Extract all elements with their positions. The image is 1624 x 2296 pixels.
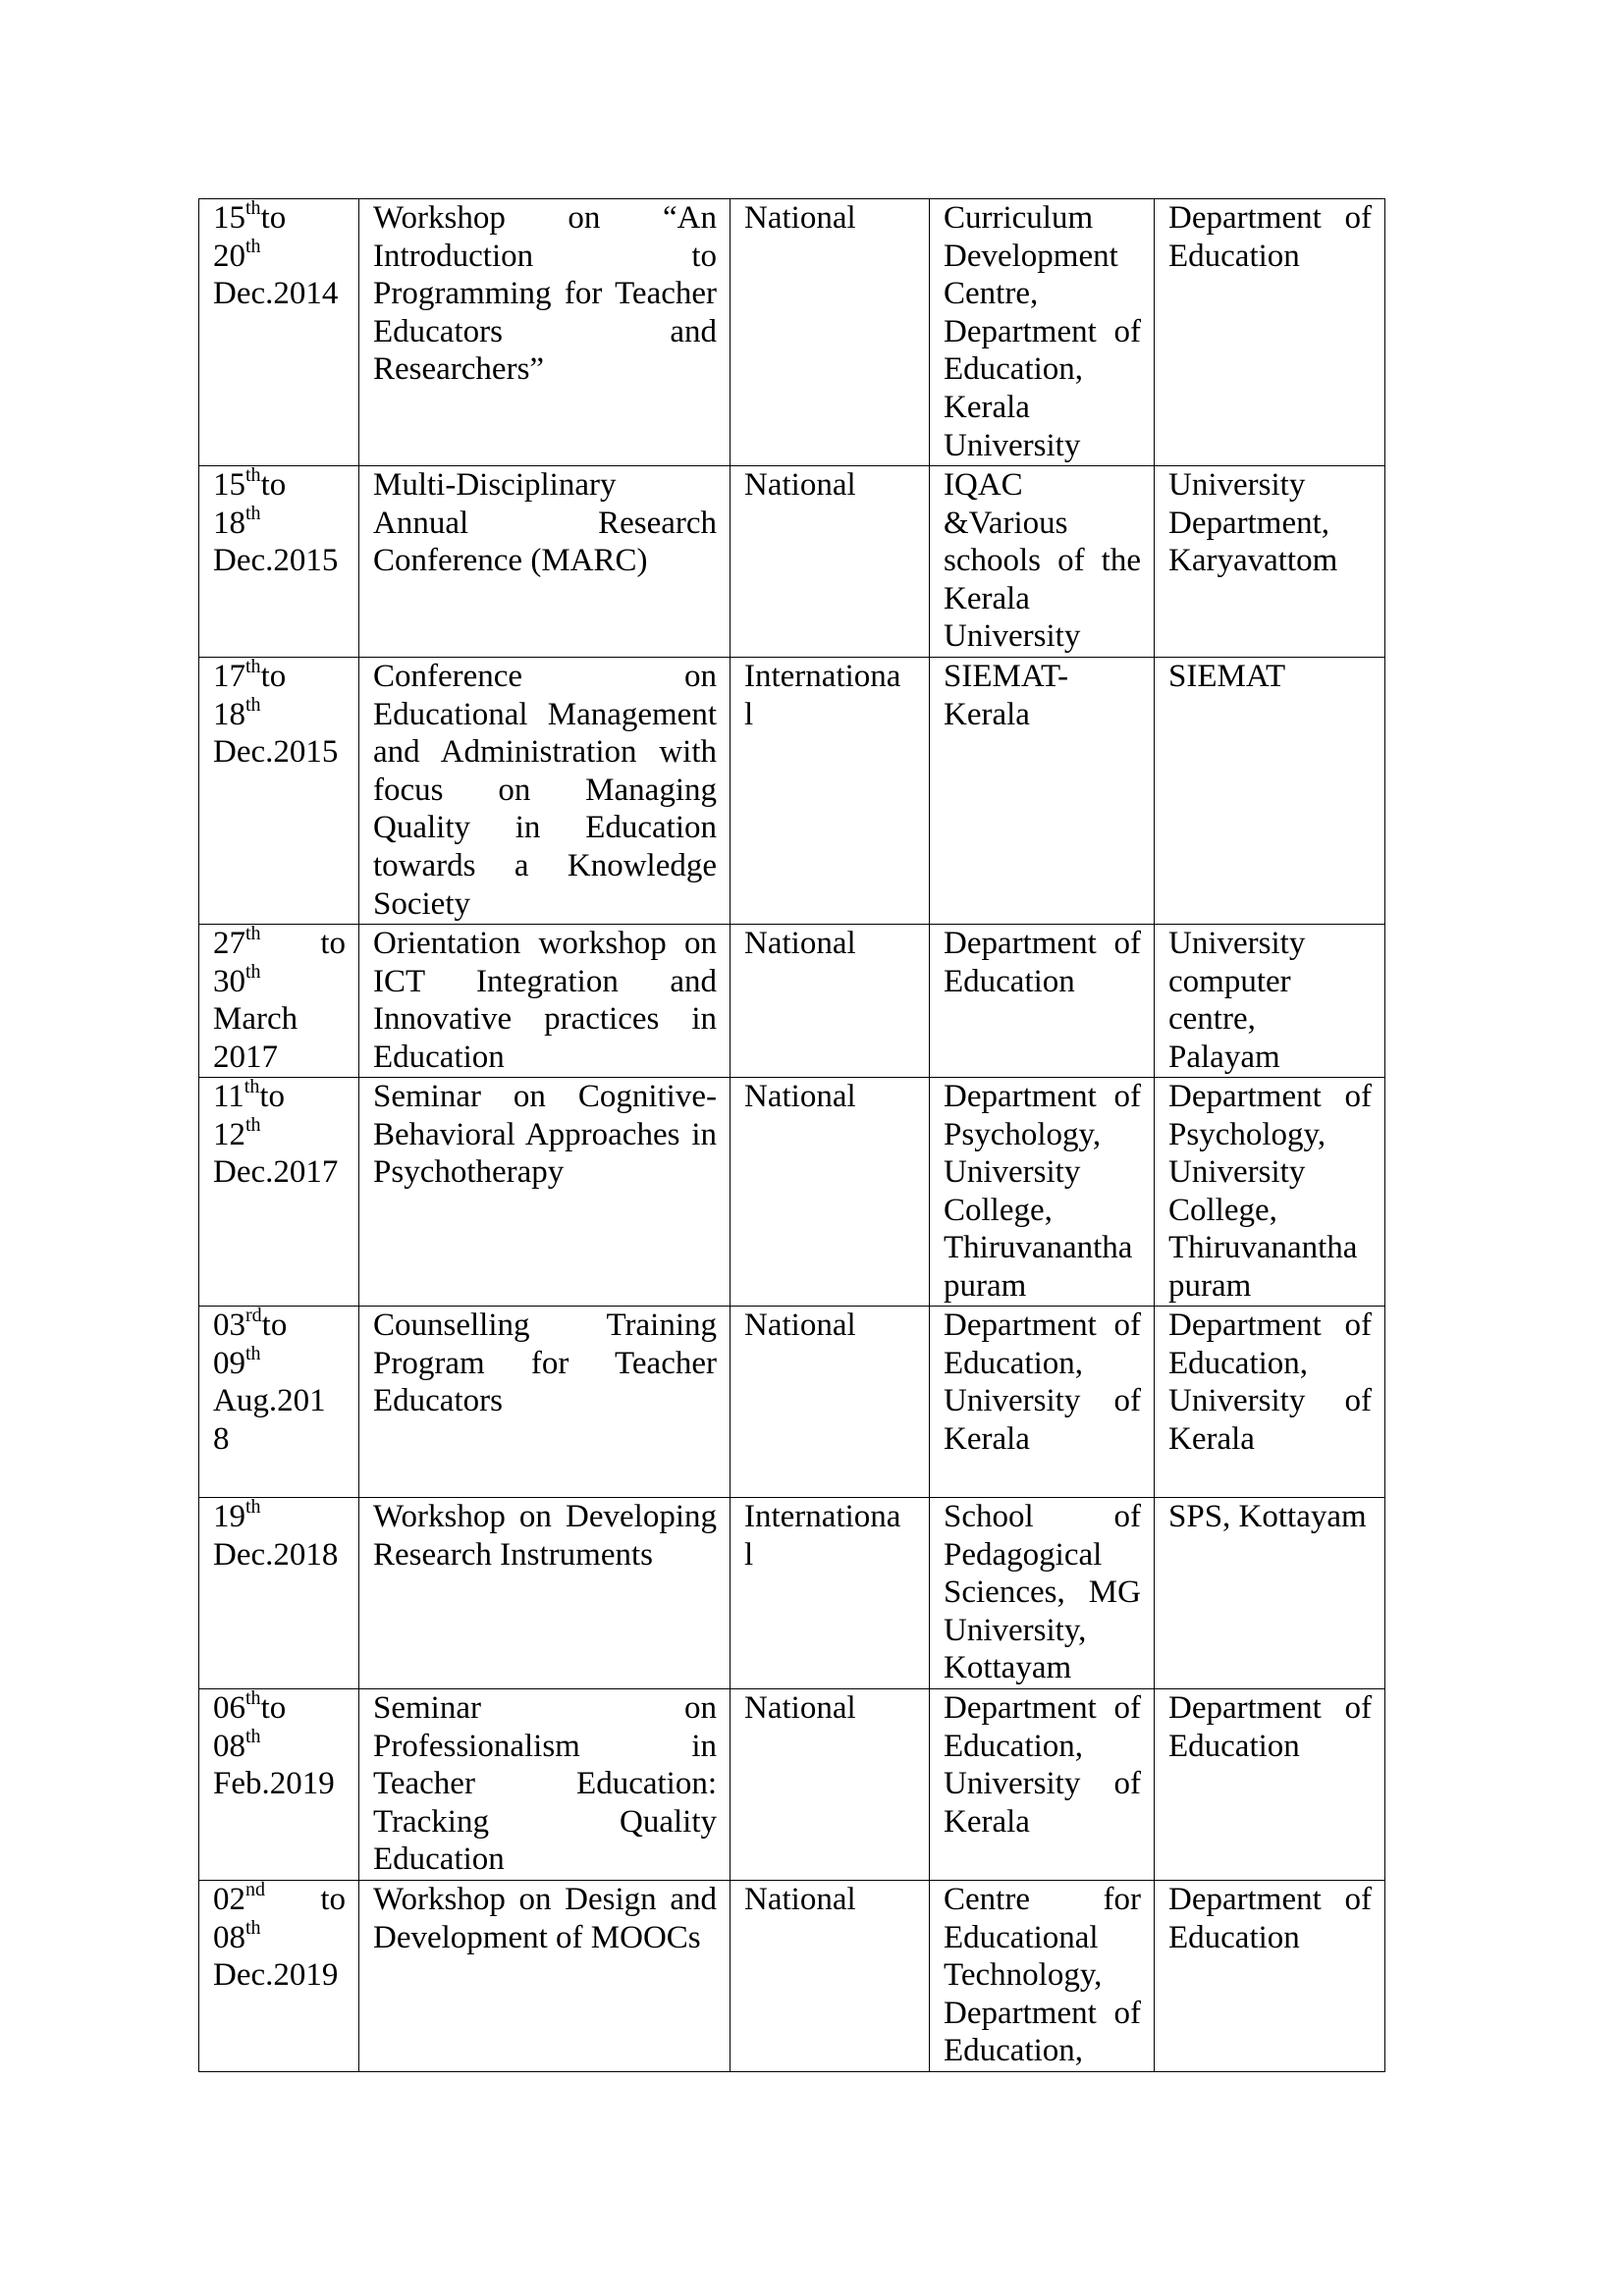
event-cell bbox=[359, 466, 731, 658]
event-cell bbox=[359, 1307, 731, 1498]
venue-cell bbox=[1155, 925, 1385, 1078]
date-connector: to bbox=[261, 1308, 288, 1343]
organizer-line: schools of the bbox=[944, 543, 1141, 579]
date-line bbox=[213, 693, 346, 734]
organizer-cell bbox=[930, 199, 1155, 466]
date-connector: to bbox=[265, 1882, 346, 1917]
date-line bbox=[213, 235, 346, 276]
organizer-line: Department of bbox=[944, 1308, 1141, 1343]
date-day: 11 bbox=[213, 1079, 244, 1114]
date-line bbox=[213, 199, 346, 238]
organizer-cell bbox=[930, 1307, 1155, 1498]
date-connector: to bbox=[260, 200, 287, 236]
venue-line: puram bbox=[1168, 1267, 1252, 1304]
venue-cell bbox=[1155, 1307, 1385, 1498]
date-ordinal-suffix: th bbox=[245, 960, 261, 983]
date-line bbox=[213, 1725, 346, 1766]
table-row bbox=[199, 1689, 1385, 1881]
event-line: Professionalism in bbox=[373, 1728, 717, 1764]
date-connector: to bbox=[259, 1079, 286, 1114]
date-line bbox=[213, 502, 346, 543]
level-cell bbox=[731, 1881, 930, 2072]
table-row bbox=[199, 1881, 1385, 2072]
level-line: National bbox=[744, 1079, 856, 1114]
organizer-cell bbox=[930, 1498, 1155, 1689]
date-line bbox=[213, 1498, 346, 1536]
organizer-line: Education, bbox=[944, 1728, 1084, 1764]
date-ordinal-suffix: nd bbox=[245, 1879, 265, 1900]
event-line: Program for Teacher bbox=[373, 1345, 717, 1381]
date-ordinal-suffix: rd bbox=[245, 1305, 262, 1326]
date-ordinal-suffix: th bbox=[245, 1725, 261, 1747]
level-cell bbox=[731, 1498, 930, 1689]
event-cell bbox=[359, 199, 731, 466]
date-day: 18 bbox=[213, 505, 245, 541]
date-line: Aug.201 bbox=[213, 1383, 326, 1419]
event-line: Educational Management bbox=[373, 696, 717, 732]
date-cell bbox=[199, 199, 359, 466]
date-line bbox=[213, 1078, 346, 1116]
event-line: Educators and bbox=[373, 313, 717, 349]
organizer-line: University bbox=[944, 427, 1081, 463]
venue-line: Psychology, bbox=[1168, 1116, 1326, 1152]
level-line: Internationa bbox=[744, 1499, 901, 1534]
event-line: Tracking Quality bbox=[373, 1803, 717, 1840]
organizer-cell bbox=[930, 1881, 1155, 2072]
event-line: Conference on bbox=[373, 659, 717, 694]
date-line: Dec.2018 bbox=[213, 1536, 339, 1573]
organizer-line: &Various bbox=[944, 505, 1068, 541]
venue-line: Education, bbox=[1168, 1345, 1309, 1381]
venue-line: computer bbox=[1168, 963, 1291, 999]
venue-line: College, bbox=[1168, 1192, 1277, 1228]
venue-line: Karyavattom bbox=[1168, 543, 1338, 579]
date-ordinal-suffix: th bbox=[245, 235, 261, 257]
date-cell bbox=[199, 925, 359, 1078]
level-cell bbox=[731, 466, 930, 658]
date-cell bbox=[199, 1307, 359, 1498]
date-line: 8 bbox=[213, 1420, 230, 1457]
date-cell bbox=[199, 1078, 359, 1307]
event-line: ICT Integration and bbox=[373, 963, 717, 999]
table-row bbox=[199, 466, 1385, 658]
event-line: Educators bbox=[373, 1383, 503, 1419]
venue-line: Department, bbox=[1168, 505, 1330, 541]
event-line: Education bbox=[373, 1039, 505, 1075]
organizer-line: Development bbox=[944, 238, 1118, 274]
level-cell bbox=[731, 658, 930, 925]
date-line bbox=[213, 658, 346, 696]
date-day: 27 bbox=[213, 926, 245, 961]
date-ordinal-suffix: th bbox=[245, 1916, 261, 1939]
date-day: 20 bbox=[213, 238, 245, 274]
date-ordinal-suffix: th bbox=[245, 1113, 261, 1136]
date-day: 17 bbox=[213, 659, 245, 694]
date-ordinal-suffix: th bbox=[245, 923, 261, 944]
date-connector: to bbox=[260, 1690, 287, 1726]
organizer-line: Department of bbox=[944, 1079, 1141, 1114]
organizer-line: puram bbox=[944, 1267, 1027, 1304]
venue-cell bbox=[1155, 1689, 1385, 1881]
event-line: Multi-Disciplinary bbox=[373, 467, 617, 503]
event-cell bbox=[359, 1498, 731, 1689]
date-line: Dec.2015 bbox=[213, 543, 339, 579]
date-line: Dec.2014 bbox=[213, 276, 339, 312]
organizer-line: College, bbox=[944, 1192, 1053, 1228]
date-day: 08 bbox=[213, 1728, 245, 1764]
venue-line: SPS, Kottayam bbox=[1168, 1499, 1367, 1534]
event-line: Quality in Education bbox=[373, 810, 717, 846]
date-connector: to bbox=[260, 467, 287, 503]
date-connector: to bbox=[260, 926, 346, 961]
table-row bbox=[199, 1307, 1385, 1498]
organizer-cell bbox=[930, 658, 1155, 925]
organizer-cell bbox=[930, 1689, 1155, 1881]
organizer-line: Education, bbox=[944, 2033, 1084, 2069]
date-line: Dec.2017 bbox=[213, 1154, 339, 1191]
date-line bbox=[213, 1342, 346, 1383]
event-line: Orientation workshop on bbox=[373, 926, 717, 961]
organizer-line: Kerala bbox=[944, 696, 1030, 732]
organizer-line: School of bbox=[944, 1499, 1141, 1534]
event-line: Researchers” bbox=[373, 351, 545, 388]
organizer-line: Curriculum bbox=[944, 200, 1094, 236]
organizer-line: Centre, bbox=[944, 276, 1039, 312]
level-cell bbox=[731, 1689, 930, 1881]
date-day: 09 bbox=[213, 1345, 245, 1381]
date-cell bbox=[199, 658, 359, 925]
date-cell bbox=[199, 1689, 359, 1881]
event-cell bbox=[359, 658, 731, 925]
date-line bbox=[213, 925, 346, 963]
date-ordinal-suffix: th bbox=[245, 656, 261, 677]
event-cell bbox=[359, 1078, 731, 1307]
date-day: 12 bbox=[213, 1116, 245, 1152]
venue-line: Department of bbox=[1168, 1882, 1372, 1917]
organizer-line: University bbox=[944, 618, 1081, 655]
organizer-line: Kerala bbox=[944, 1420, 1030, 1457]
date-line bbox=[213, 1881, 346, 1919]
date-day: 03 bbox=[213, 1308, 245, 1343]
level-cell bbox=[731, 1078, 930, 1307]
date-day: 08 bbox=[213, 1919, 245, 1955]
organizer-line: University of bbox=[944, 1383, 1141, 1419]
event-cell bbox=[359, 1689, 731, 1881]
level-cell bbox=[731, 925, 930, 1078]
organizer-line: Pedagogical bbox=[944, 1536, 1103, 1573]
organizer-line: Technology, bbox=[944, 1957, 1103, 1994]
level-line: National bbox=[744, 1882, 856, 1917]
level-line: l bbox=[744, 1536, 754, 1573]
organizer-line: Psychology, bbox=[944, 1116, 1102, 1152]
date-ordinal-suffix: th bbox=[245, 693, 261, 716]
level-line: National bbox=[744, 200, 856, 236]
date-cell bbox=[199, 466, 359, 658]
date-line bbox=[213, 1307, 346, 1345]
date-line bbox=[213, 1916, 346, 1957]
venue-line: centre, bbox=[1168, 1001, 1256, 1038]
date-day: 02 bbox=[213, 1882, 245, 1917]
venue-cell bbox=[1155, 466, 1385, 658]
organizer-line: SIEMAT- bbox=[944, 659, 1069, 694]
venue-line: Education bbox=[1168, 238, 1300, 274]
venue-cell bbox=[1155, 658, 1385, 925]
organizer-line: Kerala bbox=[944, 580, 1030, 616]
date-day: 18 bbox=[213, 696, 245, 732]
venue-line: Department of bbox=[1168, 1690, 1372, 1726]
organizer-line: Kerala bbox=[944, 389, 1030, 425]
date-day: 19 bbox=[213, 1499, 245, 1534]
event-line: Teacher Education: bbox=[373, 1766, 717, 1802]
date-ordinal-suffix: th bbox=[245, 197, 261, 219]
venue-line: Thiruvanantha bbox=[1168, 1230, 1358, 1266]
event-line: Workshop on Developing bbox=[373, 1499, 717, 1534]
organizer-cell bbox=[930, 925, 1155, 1078]
level-cell bbox=[731, 1307, 930, 1498]
date-ordinal-suffix: th bbox=[244, 1076, 260, 1097]
event-line: Workshop on “An bbox=[373, 200, 717, 236]
date-day: 06 bbox=[213, 1690, 245, 1726]
table-row bbox=[199, 925, 1385, 1078]
event-line: Introduction to bbox=[373, 238, 717, 274]
event-line: Education bbox=[373, 1842, 505, 1878]
venue-line: University bbox=[1168, 467, 1306, 503]
date-ordinal-suffix: th bbox=[245, 1496, 261, 1518]
event-cell bbox=[359, 925, 731, 1078]
organizer-line: University, bbox=[944, 1612, 1087, 1648]
event-cell bbox=[359, 1881, 731, 2072]
venue-line: University bbox=[1168, 926, 1306, 961]
organizer-line: Department of bbox=[944, 926, 1141, 961]
date-cell bbox=[199, 1498, 359, 1689]
venue-line: SIEMAT bbox=[1168, 659, 1286, 694]
date-line bbox=[213, 960, 346, 1001]
venue-cell bbox=[1155, 1078, 1385, 1307]
event-line: towards a Knowledge bbox=[373, 847, 717, 883]
venue-line: Education bbox=[1168, 1919, 1300, 1955]
venue-cell bbox=[1155, 1498, 1385, 1689]
level-line: Internationa bbox=[744, 659, 901, 694]
date-line: March bbox=[213, 1001, 298, 1038]
date-line: Dec.2015 bbox=[213, 734, 339, 771]
organizer-line: Sciences, MG bbox=[944, 1575, 1141, 1611]
organizer-cell bbox=[930, 466, 1155, 658]
event-line: Seminar on Cognitive- bbox=[373, 1079, 717, 1114]
venue-line: Department of bbox=[1168, 1079, 1372, 1114]
organizer-line: University of bbox=[944, 1766, 1141, 1802]
events-table-body bbox=[199, 199, 1385, 2072]
date-day: 15 bbox=[213, 200, 245, 236]
date-ordinal-suffix: th bbox=[245, 1687, 261, 1709]
level-line: National bbox=[744, 1308, 856, 1343]
event-line: Society bbox=[373, 885, 470, 922]
table-row bbox=[199, 658, 1385, 925]
venue-line: Kerala bbox=[1168, 1420, 1255, 1457]
event-line: Conference (MARC) bbox=[373, 543, 648, 579]
level-line: National bbox=[744, 926, 856, 961]
venue-line: University of bbox=[1168, 1383, 1372, 1419]
event-line: Programming for Teacher bbox=[373, 276, 717, 312]
level-line: National bbox=[744, 1690, 856, 1726]
organizer-line: Centre for bbox=[944, 1882, 1141, 1917]
date-line bbox=[213, 1689, 346, 1728]
organizer-line: Thiruvanantha bbox=[944, 1230, 1133, 1266]
event-line: Workshop on Design and bbox=[373, 1882, 717, 1917]
date-line bbox=[213, 1113, 346, 1154]
date-line bbox=[213, 466, 346, 505]
date-ordinal-suffix: th bbox=[245, 502, 261, 524]
event-line: Seminar on bbox=[373, 1690, 717, 1726]
venue-cell bbox=[1155, 199, 1385, 466]
organizer-line: Education bbox=[944, 963, 1075, 999]
level-line: National bbox=[744, 467, 856, 503]
date-connector: to bbox=[260, 659, 287, 694]
event-line: Research Instruments bbox=[373, 1536, 653, 1573]
organizer-cell bbox=[930, 1078, 1155, 1307]
event-line: Innovative practices in bbox=[373, 1001, 717, 1038]
organizer-line: IQAC bbox=[944, 467, 1023, 503]
venue-line: Department of bbox=[1168, 1308, 1372, 1343]
date-line: Dec.2019 bbox=[213, 1957, 339, 1994]
event-line: Psychotherapy bbox=[373, 1154, 565, 1191]
organizer-line: Education, bbox=[944, 1345, 1084, 1381]
events-table bbox=[198, 198, 1385, 2072]
organizer-line: Kottayam bbox=[944, 1650, 1072, 1686]
venue-line: Education bbox=[1168, 1728, 1300, 1764]
table-row bbox=[199, 199, 1385, 466]
level-cell bbox=[731, 199, 930, 466]
date-day: 30 bbox=[213, 963, 245, 999]
event-line: and Administration with bbox=[373, 734, 717, 771]
level-line: l bbox=[744, 696, 754, 732]
organizer-line: Education, bbox=[944, 351, 1084, 388]
date-line: 2017 bbox=[213, 1039, 278, 1075]
date-cell bbox=[199, 1881, 359, 2072]
organizer-line: Department of bbox=[944, 1690, 1141, 1726]
event-line: Counselling Training bbox=[373, 1308, 717, 1343]
event-line: focus on Managing bbox=[373, 772, 717, 808]
event-line: Annual Research bbox=[373, 505, 717, 541]
date-day: 15 bbox=[213, 467, 245, 503]
organizer-line: Educational bbox=[944, 1919, 1099, 1955]
organizer-line: Kerala bbox=[944, 1803, 1030, 1840]
venue-cell bbox=[1155, 1881, 1385, 2072]
date-ordinal-suffix: th bbox=[245, 464, 261, 486]
event-line: Behavioral Approaches in bbox=[373, 1116, 717, 1152]
venue-line: Palayam bbox=[1168, 1039, 1280, 1075]
organizer-line: University bbox=[944, 1154, 1081, 1191]
venue-line: Department of bbox=[1168, 200, 1372, 236]
date-line: Feb.2019 bbox=[213, 1766, 335, 1802]
table-row bbox=[199, 1078, 1385, 1307]
date-ordinal-suffix: th bbox=[245, 1342, 261, 1364]
table-row bbox=[199, 1498, 1385, 1689]
organizer-line: Department of bbox=[944, 1995, 1141, 2031]
organizer-line: Department of bbox=[944, 313, 1141, 349]
venue-line: University bbox=[1168, 1154, 1306, 1191]
event-line: Development of MOOCs bbox=[373, 1919, 701, 1955]
